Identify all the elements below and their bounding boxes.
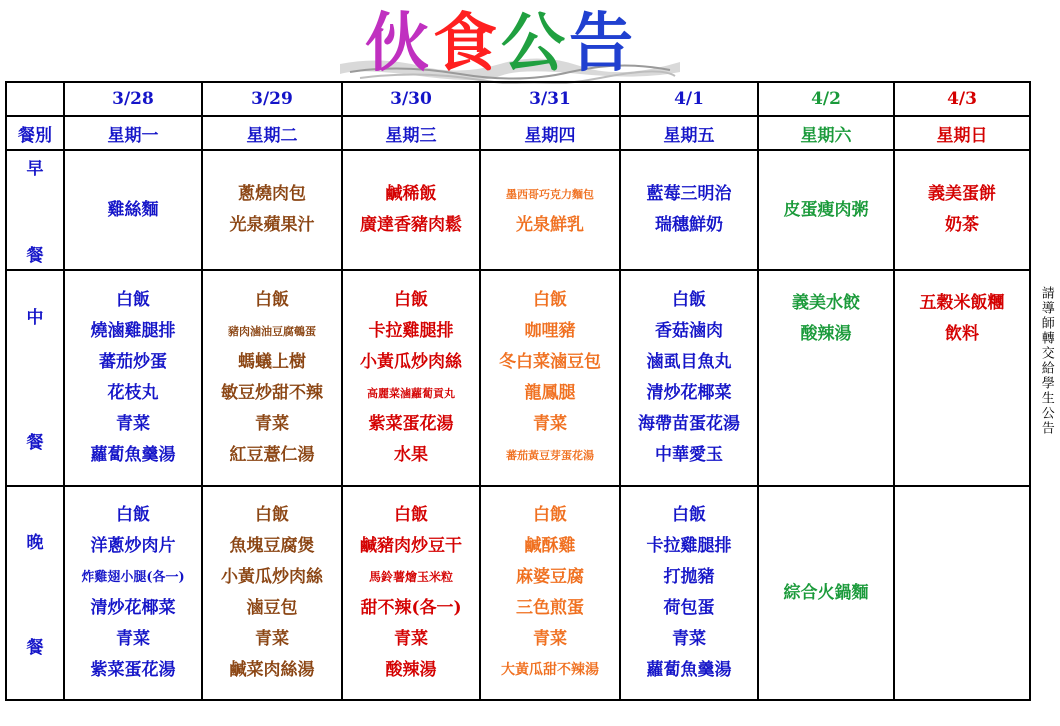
dish: 花枝丸	[107, 383, 159, 403]
dish: 炸雞翅小腿(各一)	[81, 570, 185, 585]
dish: 廣達香豬肉鬆	[360, 215, 462, 235]
dish: 白飯	[672, 505, 706, 525]
dish: 青菜	[533, 414, 567, 434]
menu-cell	[758, 270, 894, 486]
menu-cell	[202, 270, 342, 486]
dish: 青菜	[394, 629, 428, 649]
dish: 青菜	[533, 629, 567, 649]
breakfast-label	[6, 150, 64, 270]
title-char: 食	[433, 7, 501, 81]
menu-cell	[64, 270, 202, 486]
weekday-cell: 星期一	[64, 116, 202, 150]
dish: 蘿蔔魚羹湯	[90, 445, 176, 465]
breakfast-row	[6, 150, 1030, 270]
weekday-cell: 星期二	[202, 116, 342, 150]
dish: 三色煎蛋	[516, 598, 584, 618]
dish: 瑞穗鮮奶	[655, 215, 723, 235]
row-label-char: 晚	[26, 533, 44, 553]
title-char: 公	[501, 7, 569, 81]
dinner-label	[6, 486, 64, 700]
dish: 蔥燒肉包	[238, 184, 306, 204]
dish: 鹹菜肉絲湯	[229, 660, 315, 680]
dish: 麻婆豆腐	[516, 567, 584, 587]
menu-cell	[342, 150, 480, 270]
dish: 青菜	[672, 629, 706, 649]
dish: 滷豆包	[246, 598, 298, 618]
menu-cell	[64, 150, 202, 270]
dish: 義美水餃	[792, 293, 860, 313]
dish: 墨西哥巧克力麵包	[506, 188, 594, 201]
date-cell: 3/30	[342, 82, 480, 116]
side-note	[1036, 286, 1056, 436]
weekday-row	[6, 116, 1030, 150]
date-row	[6, 82, 1030, 116]
dish: 綜合火鍋麵	[783, 582, 869, 603]
date-cell: 3/28	[64, 82, 202, 116]
dish: 卡拉雞腿排	[646, 536, 732, 556]
dish: 白飯	[533, 505, 567, 525]
menu-cell	[64, 486, 202, 700]
weekday-cell: 星期三	[342, 116, 480, 150]
menu-cell	[620, 270, 758, 486]
menu-cell	[342, 270, 480, 486]
weekday-cell: 星期四	[480, 116, 620, 150]
weekday-cell: 星期日	[894, 116, 1030, 150]
dish: 光泉蘋果汁	[229, 215, 315, 235]
dish: 蘿蔔魚羹湯	[646, 660, 732, 680]
dish: 白飯	[394, 290, 428, 310]
dish: 卡拉雞腿排	[368, 321, 454, 341]
dish: 鹹豬肉炒豆干	[360, 536, 462, 556]
dish: 青菜	[116, 414, 150, 434]
dish: 飲料	[945, 324, 979, 344]
weekday-cell: 星期五	[620, 116, 758, 150]
dish: 義美蛋餅	[928, 184, 996, 204]
dish: 海帶苗蛋花湯	[638, 414, 740, 434]
dish: 荷包蛋	[663, 598, 715, 618]
dish: 皮蛋瘦肉粥	[783, 199, 869, 220]
dish: 小黃瓜炒肉絲	[360, 352, 462, 372]
dish: 螞蟻上樹	[238, 352, 306, 372]
dish: 水果	[394, 445, 428, 465]
date-cell: 4/3	[894, 82, 1030, 116]
dish: 清炒花椰菜	[90, 598, 176, 618]
weekday-cell: 星期六	[758, 116, 894, 150]
dish: 奶茶	[945, 215, 979, 235]
menu-cell	[480, 150, 620, 270]
row-label-char: 餐	[26, 433, 44, 453]
dish: 馬鈴薯燴玉米粒	[368, 570, 453, 584]
lunch-label	[6, 270, 64, 486]
dish: 鹹稀飯	[385, 184, 437, 204]
dish: 蕃茄炒蛋	[99, 352, 167, 372]
title-char: 伙	[365, 7, 433, 81]
row-label-char: 中	[26, 308, 44, 328]
dish: 高麗菜滷蘿蔔貢丸	[367, 387, 455, 400]
dish: 紅豆薏仁湯	[229, 445, 315, 465]
menu-cell	[342, 486, 480, 700]
menu-cell	[758, 486, 894, 700]
dish: 白飯	[255, 290, 289, 310]
dish: 白飯	[255, 505, 289, 525]
dish: 白飯	[672, 290, 706, 310]
dish: 白飯	[116, 290, 150, 310]
menu-cell	[620, 150, 758, 270]
dish: 中華愛玉	[655, 445, 723, 465]
dish: 白飯	[394, 505, 428, 525]
side-note-text: 請導師轉交給學生公告	[1038, 286, 1054, 436]
menu-cell	[894, 270, 1030, 486]
row-label-char: 早	[26, 159, 44, 179]
dish: 光泉鮮乳	[516, 215, 584, 235]
menu-cell	[202, 486, 342, 700]
meal-label-header: 餐別	[6, 116, 64, 150]
dish: 青菜	[255, 414, 289, 434]
dish: 紫菜蛋花湯	[90, 660, 176, 680]
dish: 咖哩豬	[524, 321, 576, 341]
title-char: 告	[569, 7, 637, 81]
date-cell: 4/2	[758, 82, 894, 116]
date-cell: 4/1	[620, 82, 758, 116]
dinner-row	[6, 486, 1030, 700]
dish: 清炒花椰菜	[646, 383, 732, 403]
menu-cell	[758, 150, 894, 270]
page-title	[365, 2, 637, 86]
menu-cell-empty	[894, 486, 1030, 700]
row-label-char: 餐	[26, 246, 44, 266]
dish: 雞絲麵	[107, 199, 159, 220]
dish: 鹹酥雞	[524, 536, 576, 556]
dish: 甜不辣(各一)	[360, 598, 462, 618]
menu-cell	[480, 486, 620, 700]
corner-cell	[6, 82, 64, 116]
dish: 紫菜蛋花湯	[368, 414, 454, 434]
dish: 豬肉滷油豆腐鵪蛋	[228, 325, 316, 338]
dish: 洋蔥炒肉片	[90, 536, 176, 556]
dish: 藍莓三明治	[646, 184, 732, 204]
dish: 五穀米飯糰	[919, 293, 1005, 313]
dish: 白飯	[533, 290, 567, 310]
dish: 魚塊豆腐煲	[229, 536, 315, 556]
dish: 滷虱目魚丸	[646, 352, 732, 372]
dish: 酸辣湯	[385, 660, 437, 680]
dish: 打拋豬	[663, 567, 715, 587]
dish: 白飯	[116, 505, 150, 525]
dish: 蕃茄黃豆芽蛋花湯	[506, 449, 594, 462]
dish: 龍鳳腿	[524, 383, 576, 403]
dish: 冬白菜滷豆包	[499, 352, 601, 372]
dish: 大黃瓜甜不辣湯	[501, 662, 599, 678]
dish: 香菇滷肉	[655, 321, 723, 341]
meal-menu-table	[5, 81, 1031, 701]
lunch-row	[6, 270, 1030, 486]
date-cell: 3/29	[202, 82, 342, 116]
menu-cell	[480, 270, 620, 486]
date-cell: 3/31	[480, 82, 620, 116]
menu-cell	[202, 150, 342, 270]
dish: 小黃瓜炒肉絲	[221, 567, 323, 587]
menu-cell	[894, 150, 1030, 270]
dish: 酸辣湯	[800, 324, 852, 344]
dish: 敏豆炒甜不辣	[221, 383, 323, 403]
row-label-char: 餐	[26, 638, 44, 658]
dish: 青菜	[255, 629, 289, 649]
menu-cell	[620, 486, 758, 700]
dish: 燒滷雞腿排	[90, 321, 176, 341]
dish: 青菜	[116, 629, 150, 649]
